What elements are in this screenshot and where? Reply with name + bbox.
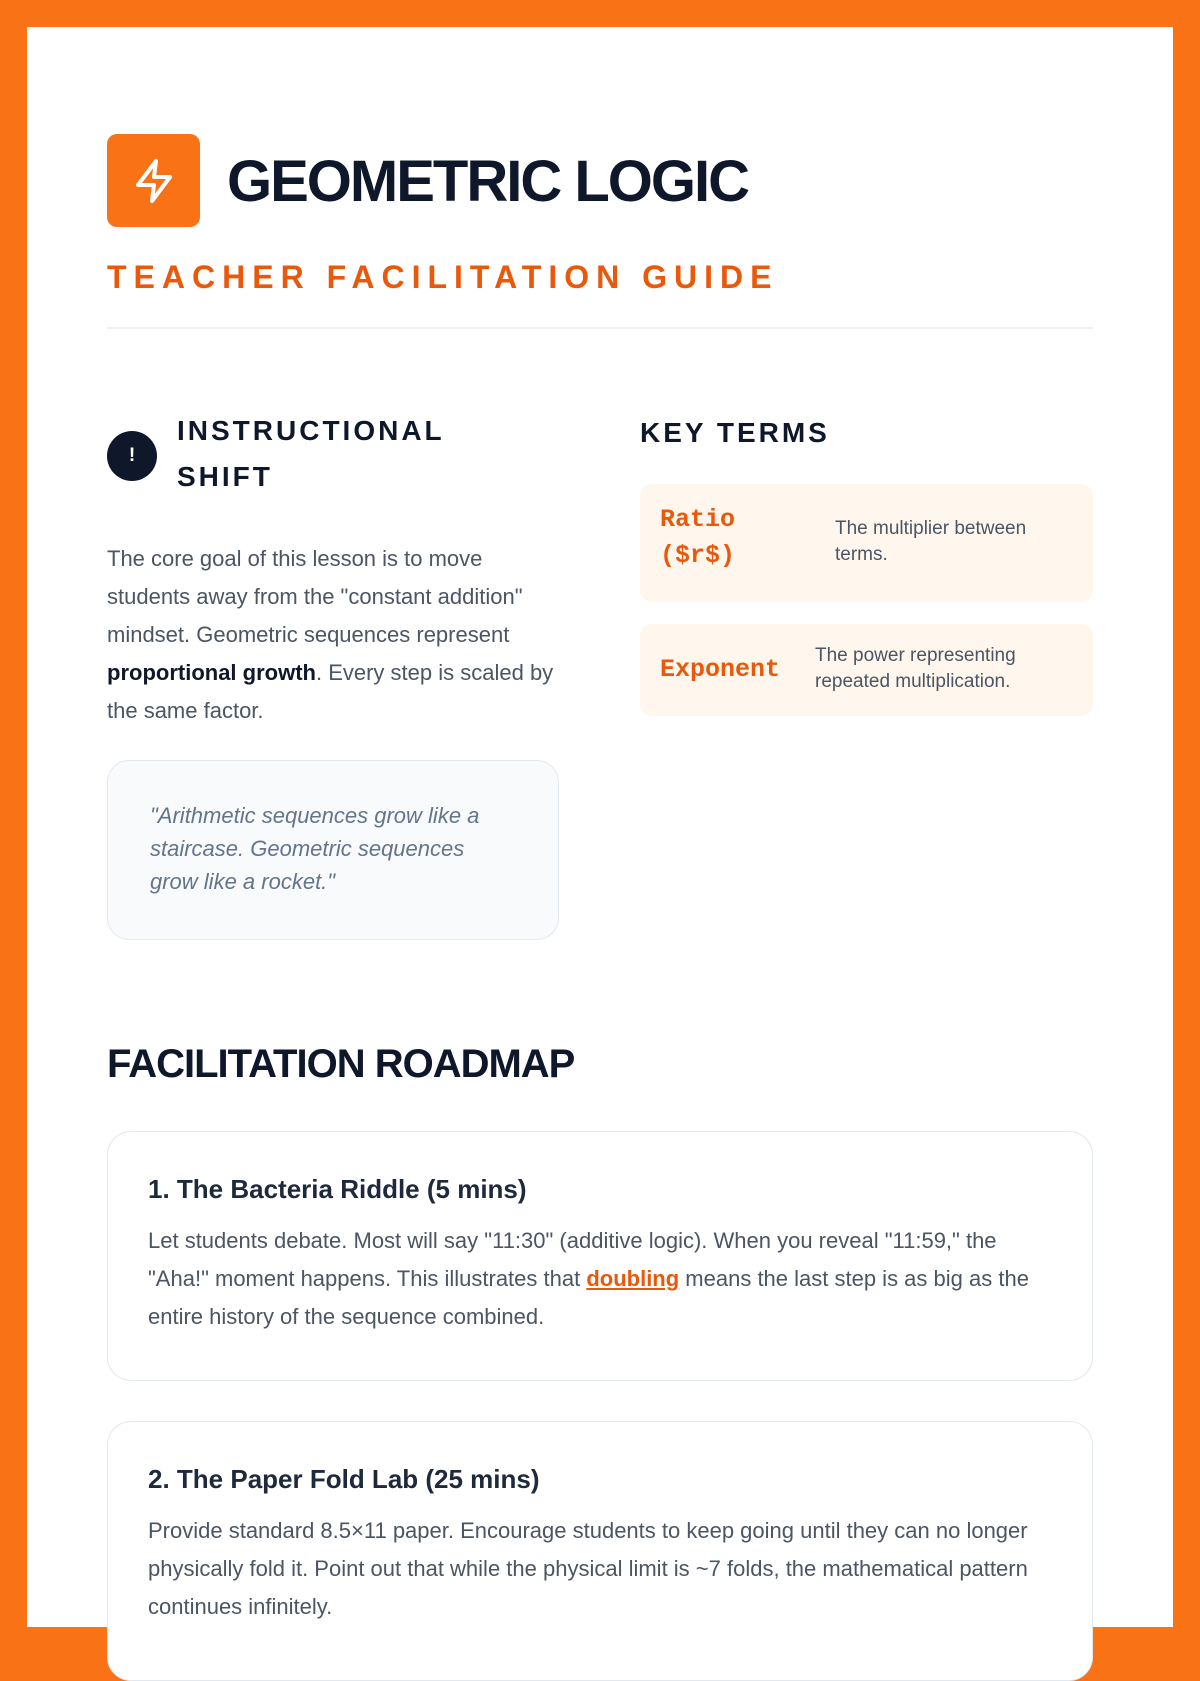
logo [107, 134, 200, 227]
term-definition: The power representing repeated multiplication. [815, 645, 1016, 692]
term-card-exponent [640, 624, 1093, 716]
instructional-shift-title: INSTRUCTIONAL SHIFT [177, 415, 445, 492]
step-body [148, 1222, 1052, 1336]
step-heading: 1. The Bacteria Riddle (5 mins) [148, 1174, 527, 1204]
roadmap-step-card [107, 1131, 1093, 1381]
step-body-text-1: Let students debate. Most will say "11:30" (additive logic). When you reveal "11:59," the "Aha!" moment happens. This illustrates that [148, 1228, 997, 1291]
step-body-text-2: means the last step is as big as the entire history of the sequence combined. [148, 1266, 1029, 1329]
shift-body-text-1: The core goal of this lesson is to move students away from the "constant addition" mindset. Geometric sequences represent [107, 546, 523, 647]
step-body: Provide standard 8.5×11 paper. Encourage students to keep going until they can no longer physically fold it. Point out that while the physical limit is ~7 folds, the mathematical pattern continues infinitely. [148, 1518, 1028, 1619]
instructional-shift-body [107, 540, 562, 730]
roadmap-step-card [107, 1421, 1093, 1681]
roadmap-title: FACILITATION ROADMAP [107, 1042, 575, 1086]
page-subtitle: TEACHER FACILITATION GUIDE [107, 259, 779, 295]
page-title: GEOMETRIC LOGIC [227, 149, 748, 214]
shift-body-text-2: . Every step is scaled by the same factor. [107, 660, 554, 723]
highlight-doubling: doubling [586, 1266, 680, 1291]
quote-card [107, 760, 559, 940]
key-terms-section [640, 410, 1093, 692]
header-divider [107, 327, 1093, 329]
term-definition: The multiplier between terms. [835, 518, 1027, 565]
shift-body-bold: proportional growth [107, 660, 316, 685]
quote-text: "Arithmetic sequences grow like a staircase. Geometric sequences grow like a rocket." [150, 803, 480, 894]
term-card-ratio [640, 484, 1093, 602]
key-terms-title: KEY TERMS [640, 417, 830, 448]
step-heading: 2. The Paper Fold Lab (25 mins) [148, 1464, 540, 1494]
alert-icon: ! [107, 431, 157, 481]
term-word: Ratio ($r$) [660, 505, 736, 570]
lightning-bolt-icon [130, 157, 178, 205]
term-word: Exponent [660, 655, 781, 684]
page [27, 27, 1173, 1627]
